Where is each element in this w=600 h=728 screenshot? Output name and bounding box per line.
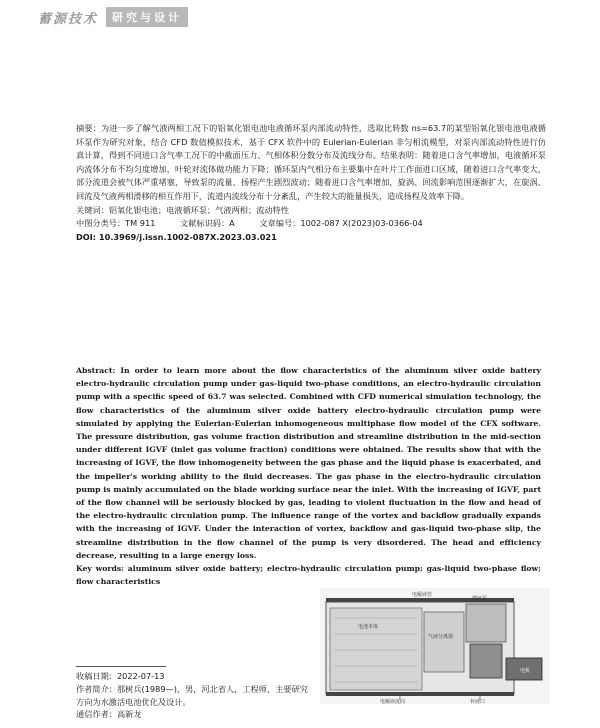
classification-line	[76, 217, 546, 231]
figure-label-pump: 循环泵	[472, 596, 488, 602]
english-abstract-text: Abstract: In order to learn more about the flow characteristics of the aluminum silver oxide battery electro-hydraulic circulation pump under gas-liquid two-phase conditions, an electro-hydraulic circulation pump with a specific speed of 63.7 was selected. Combined with CFD numerical simulation technology, the flow characteristics of the aluminum silver oxide battery electro-hydraulic circulation pump were simulated by applying the Eulerian-Eulerian inhomogeneous multiphase flow model of the CFX software. The pressure distribution, gas volume fraction distribution and streamline distribution in the mid-section under different IGVF (inlet gas volume fraction) conditions were obtained. The results show that with the increasing of IGVF, the flow inhomogeneity between the gas phase and the liquid phase is exacerbated, and the impeller's working ability to the fluid decreases. The gas phase in the electro-hydraulic circulation pump is mainly accumulated on the blade working surface near the inlet. With the increasing of IGVF, part of the flow channel will be seriously blocked by gas, leading to violent fluctuation in the flow and head of the electro-hydraulic circulation pump. The influence range of the vortex and backflow gradually expands with the increasing of IGVF. Under the interaction of vortex, backflow and gas-liquid two-phase slip, the streamline distribution in the flow channel of the pump is very disordered. The head and efficiency decrease, resulting in a large energy loss.	[76, 366, 541, 560]
clc-number: 中图分类号：TM 911	[76, 218, 156, 229]
journal-name: 蓄源技术	[38, 11, 99, 27]
doi: DOI: 10.3969/j.issn.1002-087X.2023.03.021	[76, 231, 277, 242]
footnote-block	[76, 670, 316, 721]
figure-label-pipe: 电解液管	[412, 592, 433, 598]
chinese-keywords: 关键词：铝氧化银电池；电液循环泵；气液两相；流动特性	[76, 204, 289, 215]
english-abstract-block	[76, 364, 541, 588]
chinese-abstract-block	[76, 122, 546, 244]
running-header	[38, 6, 188, 28]
english-keywords: Key words: aluminum silver oxide battery; electro-hydraulic circulation pump; gas-liquid two-phase flow; flow characteristics	[76, 564, 541, 587]
received-date: 收稿日期：2022-07-13	[76, 671, 165, 681]
figure-label-battery: 电池本体	[358, 624, 379, 630]
figure-label-separator: 气液分离器	[428, 634, 454, 640]
figure-label-flow: 电解液流向	[380, 699, 406, 704]
document-code: 文献标识码：A	[180, 218, 235, 229]
battery-system-figure	[320, 588, 550, 704]
section-label: 研究与设计	[106, 7, 188, 27]
figure-label-inlet: 补液口	[470, 699, 486, 704]
figure-label-motor: 电机	[520, 668, 531, 674]
article-number: 文章编号：1002-087 X(2023)03-0366-04	[259, 218, 423, 229]
chinese-abstract-text: 摘要：为进一步了解气液两相工况下的铝氧化银电池电液循环泵内部流动特性，选取比转数 ns=63.7的某型铝氧化银电池电液循环泵作为研究对象，结合 CFD 数值模拟技术，基于 CFX 软件中的 Eulerian-Eulerian 非匀相流模型，对泵内部流动特性进行仿真计算，得到不同进口含气率工况下的中截面压力、气相体积分数分布及流线分布。结果表明：随着进口含气率增加，电液循环泵内流体分布不均匀度增加，叶轮对流体做功能力下降；循环泵内气相分布主要集中在叶片工作面进口区域，随着进口含气率变大，部分流道会被气体严重堵塞，导致泵的流量、扬程产生剧烈波动；随着进口含气率增加，旋涡、回流影响范围逐渐扩大，在旋涡、回流及气液两相滑移的相互作用下，流道内流线分布十分紊乱，产生较大的能量损失，造成扬程及效率下降。	[76, 123, 546, 201]
footnote-rule	[76, 666, 166, 667]
battery-schematic	[320, 588, 550, 704]
corresponding-author: 通信作者：高新龙	[76, 709, 142, 720]
author-bio: 作者简介：那树兵(1989—)，男，河北省人，工程师，主要研究方向为水激活电池优化及设计。	[76, 683, 308, 707]
